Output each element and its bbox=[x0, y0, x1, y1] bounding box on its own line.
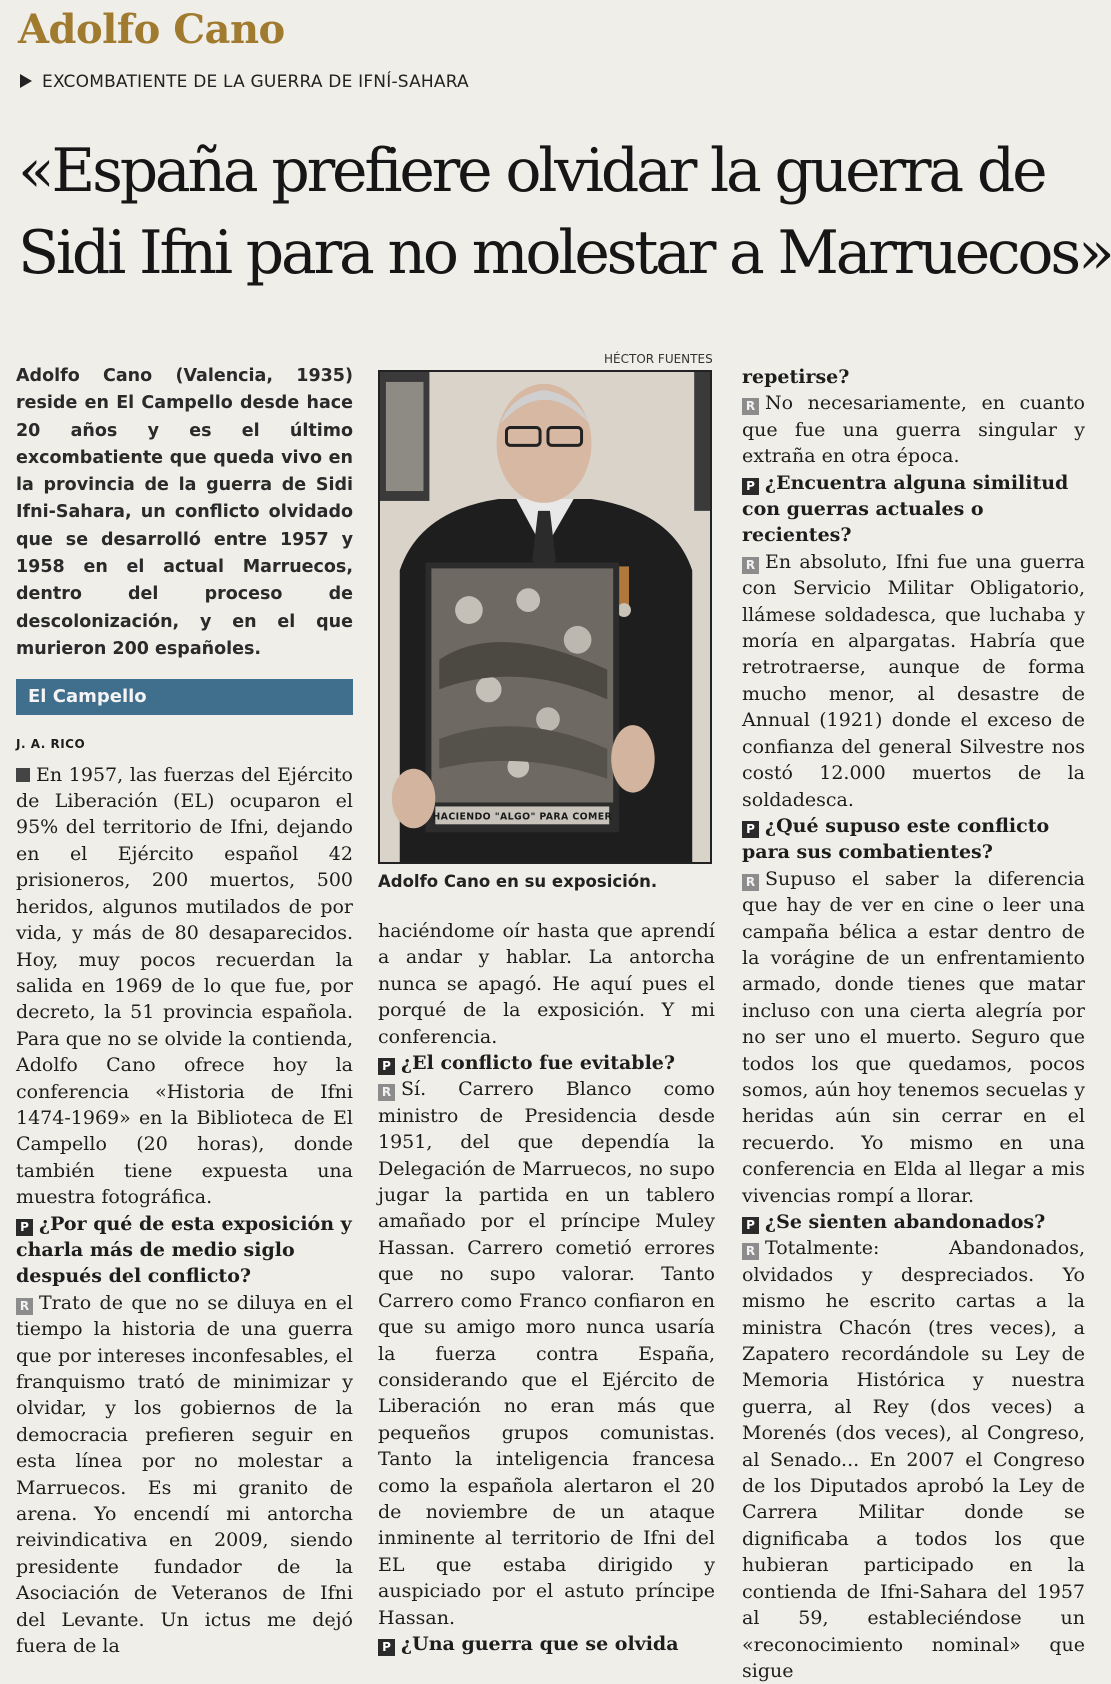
body-paragraph bbox=[16, 762, 353, 1211]
answer bbox=[742, 390, 1085, 469]
answer-marker-icon: R bbox=[742, 1243, 759, 1260]
photo-adolfo-cano bbox=[378, 370, 712, 864]
question-marker-icon: P bbox=[16, 1219, 33, 1236]
plate-label: HACIENDO "ALGO" PARA COMER bbox=[432, 811, 613, 823]
question-text: ¿Qué supuso este conflicto para sus combatientes? bbox=[742, 814, 1050, 864]
question-marker-icon: P bbox=[742, 1217, 759, 1234]
question-marker-icon: P bbox=[742, 821, 759, 838]
column-3 bbox=[742, 364, 1085, 1684]
question bbox=[378, 1050, 715, 1076]
question-text: ¿El conflicto fue evitable? bbox=[401, 1052, 676, 1075]
body-text: En 1957, las fuerzas del Ejército de Liberación (EL) ocuparon el 95% del territorio de Ifni, dejando en el Ejército español 42 prisioneros, 200 muertos, 500 heridos, algunos mutilados de por vida, y más de 80 desaparecidos. Hoy, muy pocos recuerdan la salida en 1969 de lo que fue, por decreto, la 51 provincia española. Para que no se olvide la contienda, Adolfo Cano ofrece hoy la conferencia «Historia de Ifni 1474-1969» en la Biblioteca de El Campello (20 horas), donde también tiene expuesta una muestra fotográfica. bbox=[16, 763, 353, 1209]
answer-marker-icon: R bbox=[378, 1084, 395, 1101]
headline bbox=[18, 130, 1111, 294]
kicker bbox=[20, 72, 469, 92]
answer bbox=[16, 1290, 353, 1660]
answer-marker-icon: R bbox=[16, 1298, 33, 1315]
answer bbox=[742, 549, 1085, 813]
question bbox=[742, 1209, 1085, 1235]
question-continued: repetirse? bbox=[742, 366, 850, 388]
answer-marker-icon: R bbox=[742, 398, 759, 415]
question-marker-icon: P bbox=[378, 1058, 395, 1075]
question-text: ¿Una guerra que se olvida bbox=[401, 1632, 679, 1655]
square-bullet-icon bbox=[16, 768, 30, 782]
triangle-bullet-icon bbox=[20, 74, 32, 88]
column-1 bbox=[16, 363, 353, 1659]
question-text: ¿Se sienten abandonados? bbox=[765, 1211, 1046, 1233]
answer-marker-icon: R bbox=[742, 874, 759, 891]
question bbox=[16, 1211, 353, 1290]
question-text: ¿Encuentra alguna similitud con guerras actuales o recientes? bbox=[742, 471, 1069, 547]
question-marker-icon: P bbox=[378, 1639, 395, 1656]
headline-line-1: «España prefiere olvidar la guerra de bbox=[18, 136, 1045, 206]
answer-text: No necesariamente, en cuanto que fue una guerra singular y extraña en otra época. bbox=[742, 392, 1085, 468]
answer bbox=[378, 1076, 715, 1631]
photo-illustration bbox=[380, 372, 710, 862]
interviewee-name: Adolfo Cano bbox=[18, 6, 285, 53]
answer-text: Sí. Carrero Blanco como ministro de Presidencia desde 1951, del que dependía la Delegación de Marruecos, no supo jugar la partida en un tablero amañado por el príncipe Muley Hassan. Carrero cometió errores que no supo valorar. Tanto Carrero como Franco confiaron en que su amigo moro nunca usaría la fuerza contra España, considerando que el Ejército de Liberación no eran más que pequeños grupos comunistas. Tanto la inteligencia francesa como la española alertaron el 20 de noviembre de un ataque inminente al territorio de Ifni del EL que estaba dirigido y auspiciado por el astuto príncipe Hassan. bbox=[378, 1078, 715, 1629]
answer bbox=[742, 1235, 1085, 1684]
question bbox=[742, 813, 1085, 866]
byline: J. A. RICO bbox=[16, 737, 86, 752]
question bbox=[742, 470, 1085, 549]
lead-paragraph: Adolfo Cano (Valencia, 1935) reside en El Campello desde hace 20 años y es el último excombatiente que queda vivo en la provincia de la guerra de Sidi Ifni-Sahara, un conflicto olvidado que se desarrolló entre 1957 y 1958 en el actual Marruecos, dentro del proceso de descolonización, y en el que murieron 200 españoles. bbox=[16, 366, 353, 659]
photo-credit: HÉCTOR FUENTES bbox=[604, 352, 713, 366]
body-paragraph: haciéndome oír hasta que aprendí a andar y hablar. La antorcha nunca se apagó. He aquí pues el porqué de la exposición. Y mi conferencia. bbox=[378, 920, 715, 1048]
section-bar: El Campello bbox=[16, 679, 353, 715]
question-marker-icon: P bbox=[742, 478, 759, 495]
answer bbox=[742, 866, 1085, 1209]
answer-text: Totalmente: Abandonados, olvidados y despreciados. Yo mismo he escrito cartas a la ministra Chacón (tres veces), a Zapatero recordándole su Ley de Memoria Histórica y nuestra guerra, al Rey (dos veces) a Morenés (dos veces), al Congreso, al Senado... En 2007 el Congreso de los Diputados aprobó la Ley de Carrera Militar donde se dignificaba a todos los que hubieran participado en la contienda de Ifni-Sahara del 1957 al 59, estableciéndose un «reconocimiento nominal» que sigue bbox=[742, 1237, 1085, 1682]
answer-text: En absoluto, Ifni fue una guerra con Servicio Militar Obligatorio, llámese soldadesca, que luchaba y moría en alpargatas. Habría que retrotraerse, aunque de forma mucho menor, al desastre de Annual (1921) donde el exceso de confianza del general Silvestre nos costó 12.000 muertos de la soldadesca. bbox=[742, 550, 1085, 811]
column-2 bbox=[378, 918, 715, 1657]
answer-text: Trato de que no se diluya en el tiempo la historia de una guerra que por intereses inconfesables, el franquismo trató de minimizar y olvidar, y los gobiernos de la democracia prefieren seguir en esta línea por no molestar a Marruecos. Es mi granito de arena. Yo encendí mi antorcha reivindicativa en 2009, siendo presidente fundador de la Asociación de Veteranos de Ifni del Levante. Un ictus me dejó fuera de la bbox=[16, 1291, 353, 1658]
kicker-text: EXCOMBATIENTE DE LA GUERRA DE IFNÍ-SAHARA bbox=[42, 72, 469, 92]
headline-line-2: Sidi Ifni para no molestar a Marruecos» bbox=[18, 218, 1111, 288]
question bbox=[378, 1631, 715, 1657]
photo-caption: Adolfo Cano en su exposición. bbox=[378, 872, 658, 891]
question-text: ¿Por qué de esta exposición y charla más de medio siglo después del conflicto? bbox=[16, 1212, 352, 1288]
answer-text: Supuso el saber la diferencia que hay de ver en cine o leer una campaña bélica a estar dentro de la vorágine de un enfrentamiento armado, donde tienes que matar incluso con una cierta alegría por no ser uno el muerto. Seguro que todos los que quedamos, pocos somos, aún hoy tenemos secuelas y heridas aún sin cerrar en el recuerdo. Yo mismo en una conferencia en Elda al llegar a mis vivencias rompí a llorar. bbox=[742, 867, 1085, 1207]
answer-marker-icon: R bbox=[742, 557, 759, 574]
